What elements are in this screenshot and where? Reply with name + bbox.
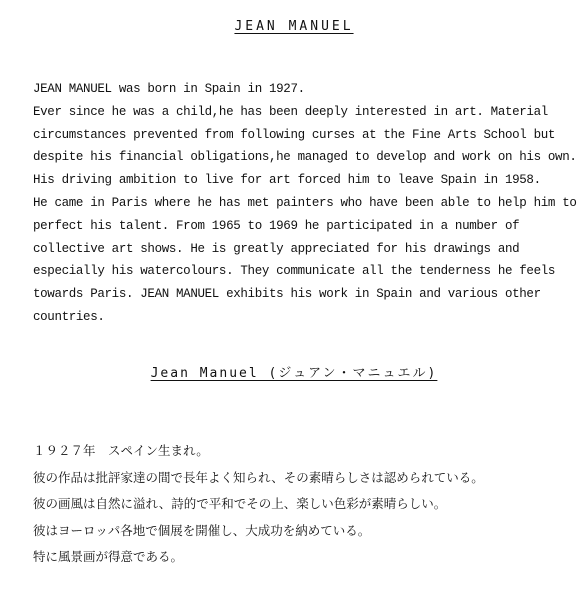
english-bio-line: He came in Paris where he has met painters who have been able to help him to bbox=[33, 195, 577, 210]
japanese-bio-line: 彼の画風は自然に溢れ、詩的で平和でその上、楽しい色彩が素晴らしい。 bbox=[33, 496, 447, 511]
japanese-bio-line: 特に風景画が得意である。 bbox=[33, 549, 184, 564]
japanese-title: Jean Manuel (ジュアン・マニュエル) bbox=[150, 366, 438, 381]
english-bio-line: His driving ambition to live for art forced him to leave Spain in 1958. bbox=[33, 173, 541, 188]
english-bio-line: JEAN MANUEL was born in Spain in 1927. bbox=[33, 82, 305, 96]
english-bio-line: collective art shows. He is greatly appreciated for his drawings and bbox=[33, 241, 520, 256]
english-title: JEAN MANUEL bbox=[234, 19, 354, 34]
english-biography bbox=[33, 78, 577, 329]
english-bio-line: especially his watercolours. They communicate all the tenderness he feels bbox=[33, 264, 556, 279]
english-bio-line: circumstances prevented from following curses at the Fine Arts School but bbox=[33, 127, 556, 142]
japanese-biography bbox=[33, 438, 573, 571]
english-bio-line: perfect his talent. From 1965 to 1969 he participated in a number of bbox=[33, 218, 520, 233]
english-bio-line: Ever since he was a child,he has been deeply interested in art. Material bbox=[33, 104, 548, 119]
japanese-bio-line: 彼はヨーロッパ各地で個展を開催し、大成功を納めている。 bbox=[33, 522, 371, 538]
japanese-bio-line: １９２７年 スペイン生まれ。 bbox=[33, 443, 209, 458]
english-bio-line: countries. bbox=[33, 309, 105, 324]
japanese-bio-line: 彼の作品は批評家達の間で長年よく知られ、その素晴らしさは認められている。 bbox=[33, 469, 484, 485]
english-bio-line: towards Paris. JEAN MANUEL exhibits his work in Spain and various other bbox=[33, 287, 541, 302]
english-bio-line: despite his financial obligations,he managed to develop and work on his own. bbox=[33, 150, 577, 165]
